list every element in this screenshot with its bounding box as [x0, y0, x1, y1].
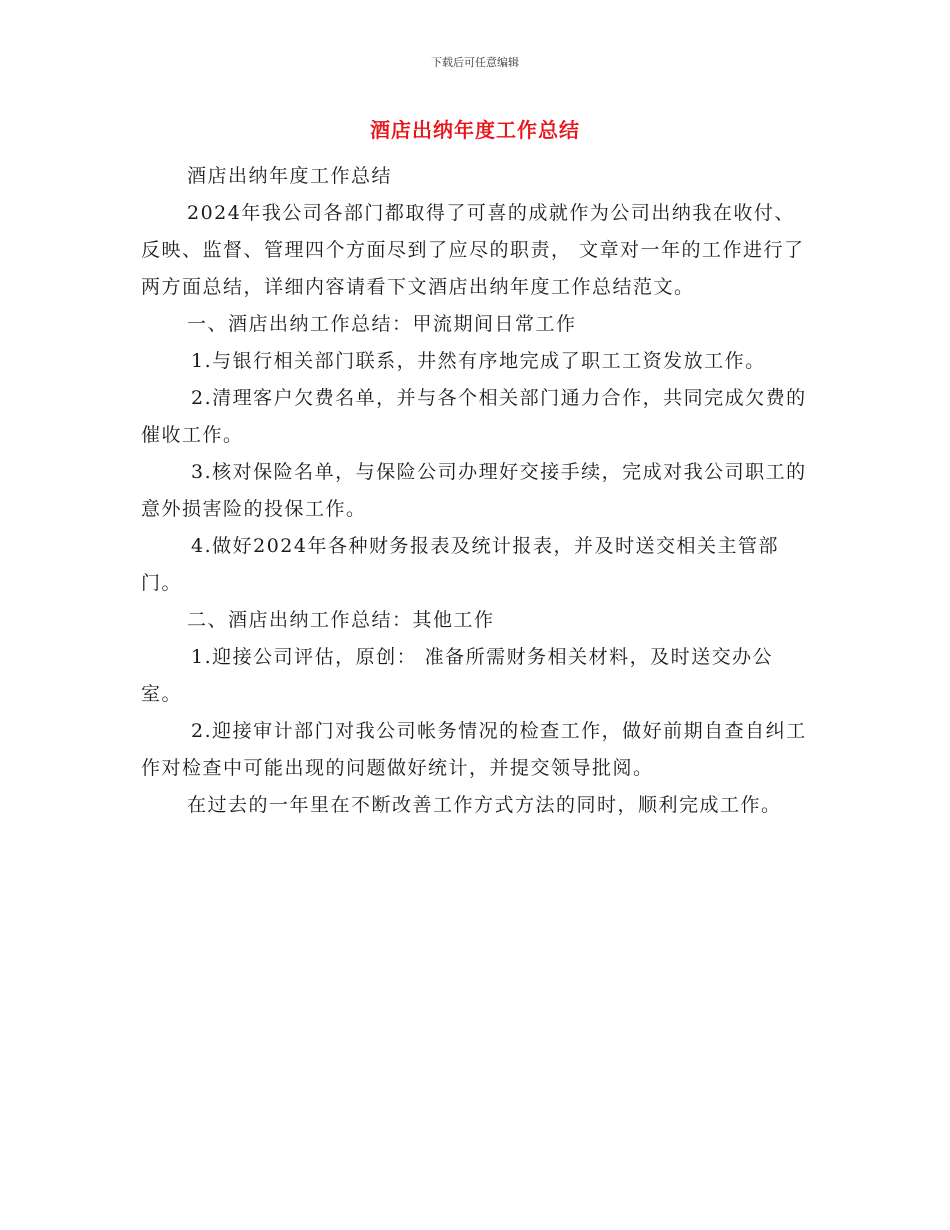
list-item: 2.清理客户欠费名单，并与各个相关部门通力合作，共同完成欠费的催收工作。: [141, 387, 807, 446]
paragraph-intro: 2024年我公司各部门都取得了可喜的成就作为公司出纳我在收付、反映、监督、管理四个方面尽到了应尽的职责， 文章对一年的工作进行了两方面总结，详细内容请看下文酒店出纳年度工作总结范文。: [141, 202, 805, 298]
page-header-note: 下载后可任意编辑: [431, 56, 519, 69]
list-item: 3.核对保险名单，与保险公司办理好交接手续，完成对我公司职工的意外损害险的投保工作。: [141, 461, 807, 520]
list-item: 2.迎接审计部门对我公司帐务情况的检查工作，做好前期自查自纠工作对检查中可能出现的问题做好统计，并提交领导批阅。: [141, 720, 807, 779]
document-title: 酒店出纳年度工作总结: [370, 118, 580, 142]
list-item: 1.与银行相关部门联系，井然有序地完成了职工工资发放工作。: [191, 350, 766, 372]
section-heading-2: 二、酒店出纳工作总结：其他工作: [187, 609, 495, 631]
section-heading-1: 一、酒店出纳工作总结：甲流期间日常工作: [187, 313, 577, 335]
paragraph-subtitle: 酒店出纳年度工作总结: [187, 165, 393, 187]
paragraph-conclusion: 在过去的一年里在不断改善工作方式方法的同时，顺利完成工作。: [187, 794, 782, 816]
list-item: 1.迎接公司评估，原创： 准备所需财务相关材料，及时送交办公室。: [141, 646, 774, 705]
list-item: 4.做好2024年各种财务报表及统计报表，并及时送交相关主管部门。: [141, 535, 779, 594]
document-body: [141, 158, 813, 824]
